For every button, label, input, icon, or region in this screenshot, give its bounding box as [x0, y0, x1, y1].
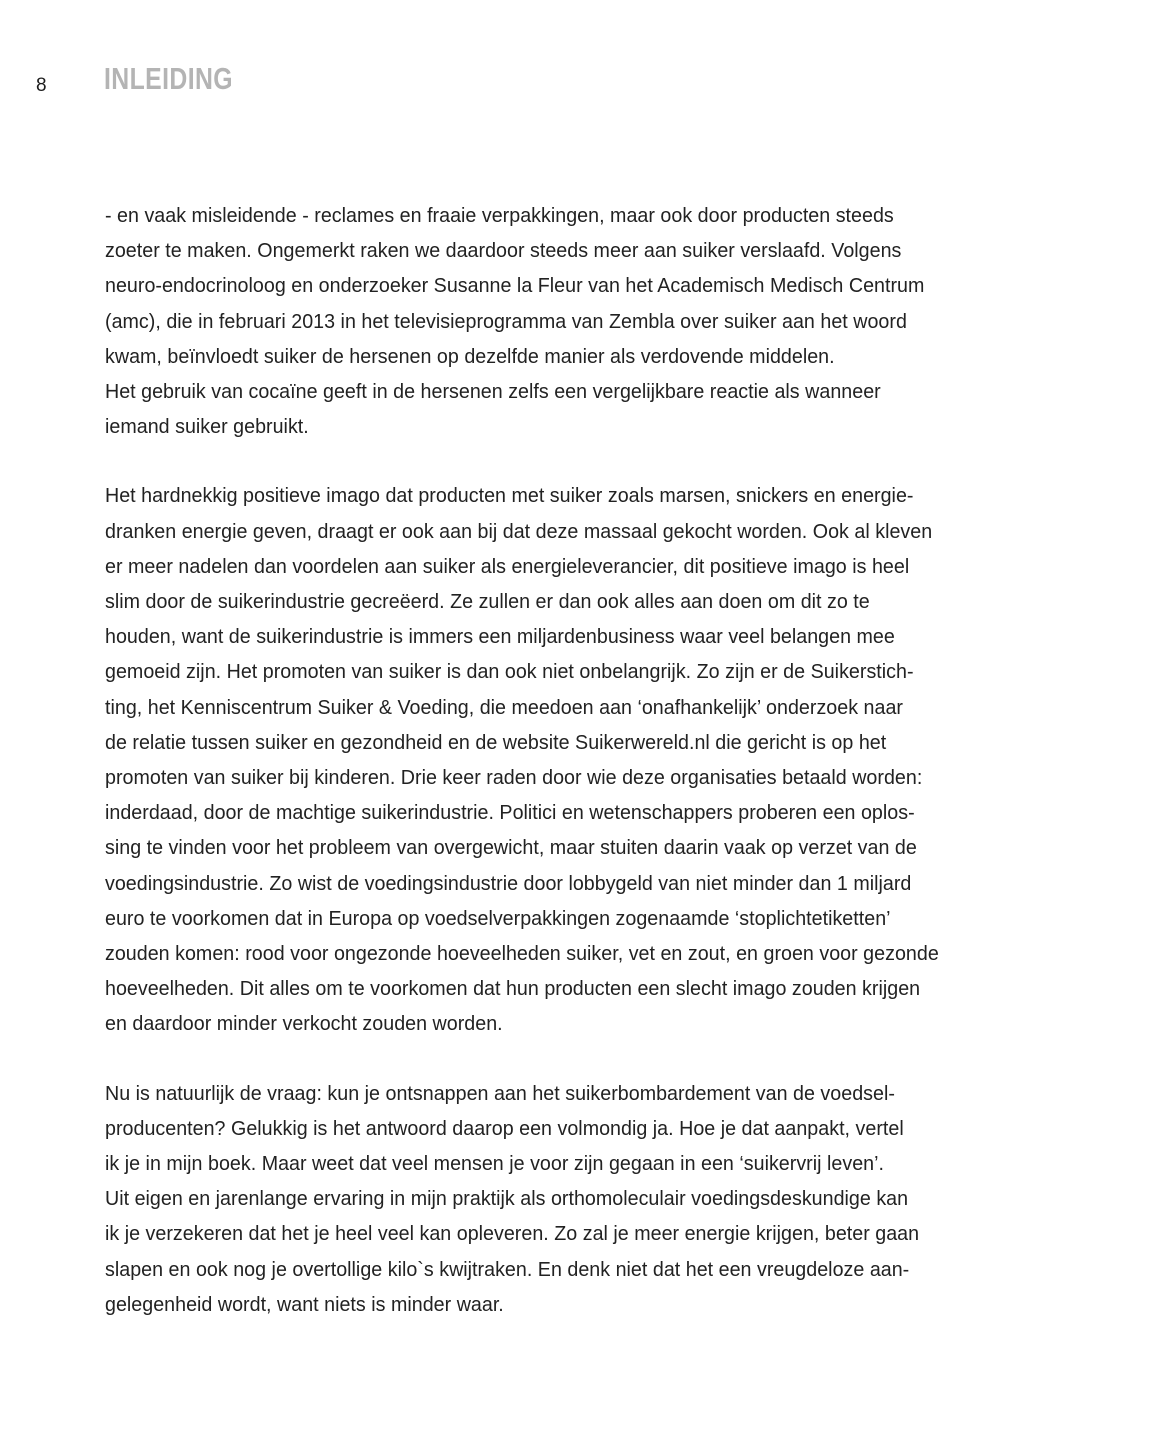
- text-line: zoeter te maken. Ongemerkt raken we daardoor steeds meer aan suiker verslaafd. Volgens: [105, 239, 902, 263]
- text-line: ik je verzekeren dat het je heel veel kan opleveren. Zo zal je meer energie krijgen, beter gaan: [105, 1222, 920, 1246]
- paragraph-2: [105, 478, 1012, 1041]
- paragraph-3: [105, 1076, 1012, 1322]
- text-line: kwam, beïnvloedt suiker de hersenen op dezelfde manier als verdovende middelen.: [105, 344, 835, 368]
- text-line: gemoeid zijn. Het promoten van suiker is dan ook niet onbelangrijk. Zo zijn er de Suikerstich-: [105, 660, 914, 684]
- body-text-block: [105, 198, 1055, 1322]
- text-line: (amc), die in februari 2013 in het televisieprogramma van Zembla over suiker aan het woord: [105, 309, 907, 333]
- text-line: houden, want de suikerindustrie is immers een miljardenbusiness waar veel belangen mee: [105, 625, 895, 649]
- text-line: dranken energie geven, draagt er ook aan bij dat deze massaal gekocht worden. Ook al kleven: [105, 519, 933, 543]
- text-line: ting, het Kenniscentrum Suiker & Voeding, die meedoen aan ‘onafhankelijk’ onderzoek naar: [105, 695, 903, 719]
- text-line: de relatie tussen suiker en gezondheid en de website Suikerwereld.nl die gericht is op het: [105, 730, 887, 754]
- running-head: [0, 62, 1153, 110]
- chapter-title: INLEIDING: [104, 61, 233, 96]
- page-number: 8: [36, 75, 47, 96]
- text-line: iemand suiker gebruikt.: [105, 415, 309, 439]
- text-line: slapen en ook nog je overtollige kilo`s kwijtraken. En denk niet dat het een vreugdeloze aan-: [105, 1257, 910, 1281]
- text-line: voedingsindustrie. Zo wist de voedingsindustrie door lobbygeld van niet minder dan 1 miljard: [105, 871, 912, 895]
- text-line: zouden komen: rood voor ongezonde hoeveelheden suiker, vet en zout, en groen voor gezonde: [105, 942, 939, 966]
- text-line: en daardoor minder verkocht zouden worden.: [105, 1012, 503, 1036]
- text-line: neuro-endocrinoloog en onderzoeker Susanne la Fleur van het Academisch Medisch Centrum: [105, 274, 925, 298]
- text-line: producenten? Gelukkig is het antwoord daarop een volmondig ja. Hoe je dat aanpakt, vertel: [105, 1116, 904, 1140]
- text-line: Uit eigen en jarenlange ervaring in mijn praktijk als orthomoleculair voedingsdeskundige kan: [105, 1187, 909, 1211]
- text-line: sing te vinden voor het probleem van overgewicht, maar stuiten daarin vaak op verzet van de: [105, 836, 917, 860]
- text-line: hoeveelheden. Dit alles om te voorkomen dat hun producten een slecht imago zouden krijgen: [105, 977, 921, 1001]
- text-line: Het hardnekkig positieve imago dat producten met suiker zoals marsen, snickers en energie-: [105, 484, 914, 508]
- text-line: promoten van suiker bij kinderen. Drie keer raden door wie deze organisaties betaald worden:: [105, 766, 923, 790]
- text-line: er meer nadelen dan voordelen aan suiker als energieleverancier, dit positieve imago is heel: [105, 554, 910, 578]
- text-line: - en vaak misleidende - reclames en fraaie verpakkingen, maar ook door producten steeds: [105, 204, 894, 227]
- text-line: slim door de suikerindustrie gecreëerd. Ze zullen er dan ook alles aan doen om dit zo te: [105, 590, 870, 614]
- text-line: inderdaad, door de machtige suikerindustrie. Politici en wetenschappers proberen een oplos-: [105, 801, 915, 825]
- text-line: gelegenheid wordt, want niets is minder waar.: [105, 1292, 504, 1316]
- text-line: Het gebruik van cocaïne geeft in de hersenen zelfs een vergelijkbare reactie als wanneer: [105, 380, 881, 404]
- text-line: euro te voorkomen dat in Europa op voedselverpakkingen zogenaamde ‘stoplichtetiketten’: [105, 906, 891, 930]
- paragraph-1: [105, 198, 1012, 444]
- text-line: ik je in mijn boek. Maar weet dat veel mensen je voor zijn gegaan in een ‘suikervrij leven’.: [105, 1152, 885, 1176]
- text-line: Nu is natuurlijk de vraag: kun je ontsnappen aan het suikerbombardement van de voedsel-: [105, 1081, 895, 1105]
